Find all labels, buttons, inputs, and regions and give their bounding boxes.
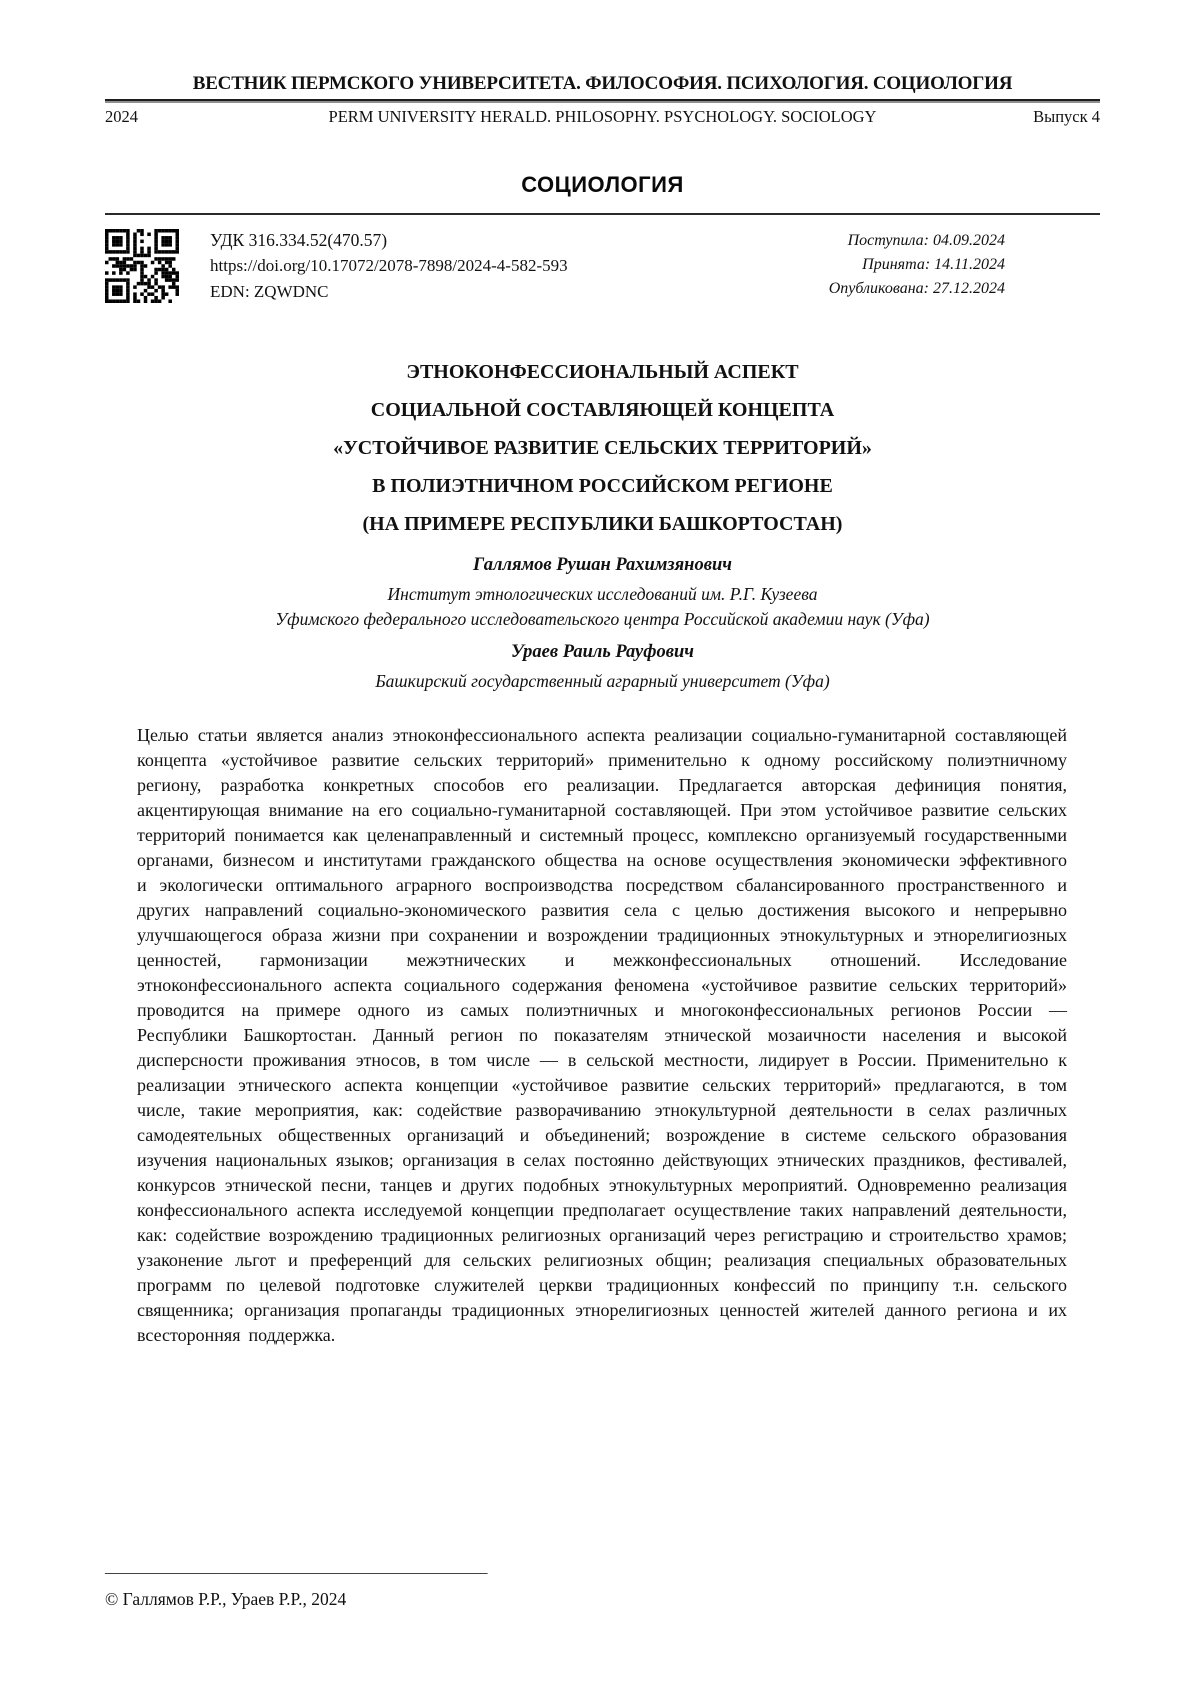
header-double-rule <box>105 99 1100 103</box>
article-title <box>105 353 1100 543</box>
journal-title-en: PERM UNIVERSITY HERALD. PHILOSOPHY. PSYCHOLOGY. SOCIOLOGY <box>328 107 877 126</box>
title-line: СОЦИАЛЬНОЙ СОСТАВЛЯЮЩЕЙ КОНЦЕПТА <box>370 399 835 421</box>
copyright-line: © Галлямов Р.Р., Ураев Р.Р., 2024 <box>105 1589 347 1609</box>
title-line: ЭТНОКОНФЕССИОНАЛЬНЫЙ АСПЕКТ <box>406 361 799 383</box>
authors-block <box>105 553 1100 694</box>
author-name: Галлямов Рушан Рахимзянович <box>473 555 732 575</box>
author-affiliation: Уфимского федерального исследовательского центра Российской академии наук (Уфа) <box>275 609 930 629</box>
footnote-separator: _____________________________________________ <box>105 1557 488 1576</box>
abstract-text: Целью статьи является анализ этноконфессионального аспекта реализации социально-гуманитарной составляющей концепта «устойчивое развитие сельских территорий» применительно к одному российскому полиэтничному региону, разработка конкретных способов его реализации. Предлагается авторская дефиниция понятия, акцентирующая внимание на его социально-гуманитарной составляющей. При этом устойчивое развитие сельских территорий понимается как целенаправленный и системный процесс, комплексно организуемый государственными органами, бизнесом и институтами гражданского общества на основе осуществления экономически эффективного и экологически оптимального аграрного воспроизводства посредством сбалансированного пространственного и других направлений социально-экономического развития села с целью достижения высокого и непрерывно улучшающегося образа жизни при сохранении и возрождении традиционных этнокультурных и этнорелигиозных ценностей, гармонизации межэтнических и межконфессиональных отношений. Исследование этноконфессионального аспекта социального содержания феномена «устойчивое развитие сельских территорий» проводится на примере одного из самых полиэтничных и многоконфессиональных регионов России — Республики Башкортостан. Данный регион по показателям этнической мозаичности населения и высокой дисперсности проживания этносов, в том числе — в сельской местности, лидирует в России. Применительно к реализации этнического аспекта концепции «устойчивое развитие сельских территорий» предлагаются, в том числе, такие мероприятия, как: содействие разворачиванию этнокультурной деятельности в селах различных самодеятельных общественных организаций и объединений; возрождение в системе сельского образования изучения национальных языков; организация в селах постоянно действующих этнических праздников, фестивалей, конкурсов этнической песни, танцев и других подобных этнокультурных мероприятий. Одновременно реализация конфессионального аспекта исследуемой концепции предполагает осуществление таких направлений деятельности, как: содействие возрождению традиционных религиозных организаций через регистрацию и строительство храмов; узаконение льгот и преференций для сельских религиозных общин; реализация специальных образовательных программ по целевой подготовке служителей церкви традиционных конфессий по принципу т.н. сельского священника; организация пропаганды традиционных этнорелигиозных ценностей жителей данного региона и их всесторонняя поддержка. <box>137 725 1067 1345</box>
dates-block <box>829 229 1005 301</box>
author-affiliation: Институт этнологических исследований им. Р.Г. Кузеева <box>387 584 818 604</box>
title-line: «УСТОЙЧИВОЕ РАЗВИТИЕ СЕЛЬСКИХ ТЕРРИТОРИЙ» <box>333 437 872 459</box>
title-line: В ПОЛИЭТНИЧНОМ РОССИЙСКОМ РЕГИОНЕ <box>372 475 833 497</box>
udc-label: УДК 316.334.52(470.57) <box>210 230 388 250</box>
date-received: Поступила: 04.09.2024 <box>847 232 1005 249</box>
article-meta-row <box>105 227 1100 327</box>
qr-code <box>105 229 179 303</box>
author-affiliation: Башкирский государственный аграрный университет (Уфа) <box>375 671 830 691</box>
date-published: Опубликована: 27.12.2024 <box>828 280 1005 297</box>
section-title: СОЦИОЛОГИЯ <box>521 172 684 197</box>
udc-block <box>210 227 568 305</box>
edn-label: EDN: ZQWDNC <box>210 282 329 301</box>
title-line: (НА ПРИМЕРЕ РЕСПУБЛИКИ БАШКОРТОСТАН) <box>362 513 843 535</box>
issue-label: Выпуск 4 <box>1033 107 1100 126</box>
author-name: Ураев Раиль Рауфович <box>510 642 694 662</box>
year-label: 2024 <box>105 107 138 126</box>
doi-link[interactable]: https://doi.org/10.17072/2078-7898/2024-4-582-593 <box>210 256 568 275</box>
section-rule <box>105 213 1100 215</box>
journal-title-ru: ВЕСТНИК ПЕРМСКОГО УНИВЕРСИТЕТА. ФИЛОСОФИЯ. ПСИХОЛОГИЯ. СОЦИОЛОГИЯ <box>192 73 1013 94</box>
footnote-block <box>105 1556 488 1610</box>
date-accepted: Принята: 14.11.2024 <box>862 256 1005 273</box>
identifiers-block <box>105 227 568 305</box>
running-head-row <box>105 106 1100 128</box>
